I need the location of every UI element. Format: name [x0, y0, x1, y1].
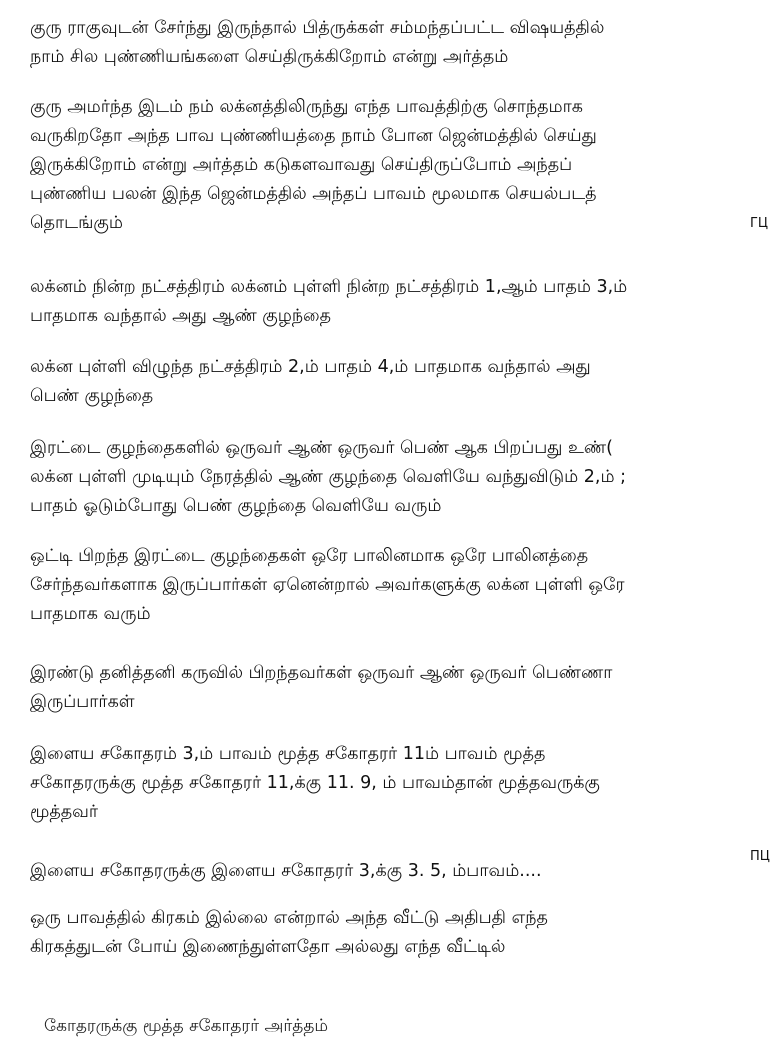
bottom-cropped-line: கோதரருக்கு மூத்த சகோதரர் அர்த்தம்: [44, 1016, 329, 1036]
paragraph: [30, 273, 760, 331]
text-line: குரு அமர்ந்த இடம் நம் லக்னத்திலிருந்து எந்த பாவத்திற்கு சொந்தமாக: [30, 97, 583, 117]
text-line: தொடங்கும்: [30, 213, 123, 233]
text-line: இரட்டை குழந்தைகளில் ஒருவர் ஆண் ஒருவர் பெண் ஆக பிறப்பது உண்(: [30, 438, 614, 458]
paragraph: [30, 353, 760, 411]
text-line: பாதமாக வரும்: [30, 604, 151, 624]
text-line: பெண் குழந்தை: [30, 386, 154, 406]
side-fragment: ПЦ: [750, 849, 770, 864]
text-line: இளைய சகோதரருக்கு இளைய சகோதரர் 3,க்கு 3. 5, ம்பாவம்....: [30, 861, 542, 881]
text-line: பாதமாக வந்தால் அது ஆண் குழந்தை: [30, 306, 332, 326]
text-line: இளைய சகோதரம் 3,ம் பாவம் மூத்த சகோதரர் 11ம் பாவம் மூத்த: [30, 744, 546, 764]
side-fragment: ГЦ: [750, 216, 769, 231]
text-line: கிரகத்துடன் போய் இணைந்துள்ளதோ அல்லது எந்த வீட்டில்: [30, 937, 506, 957]
paragraph: [30, 659, 760, 717]
text-line: ஒட்டி பிறந்த இரட்டை குழந்தைகள் ஒரே பாலினமாக ஒரே பாலினத்தை: [30, 546, 589, 566]
paragraph: [30, 740, 760, 827]
text-line: ஒரு பாவத்தில் கிரகம் இல்லை என்றால் அந்த வீட்டு அதிபதி எந்த: [30, 908, 548, 928]
text-line: இருக்கிறோம் என்று அர்த்தம் கடுகளவாவது செய்திருப்போம் அந்தப்: [30, 155, 573, 175]
paragraph: [30, 904, 760, 962]
text-line: சகோதரருக்கு மூத்த சகோதரர் 11,க்கு 11. 9, ம் பாவம்தான் மூத்தவருக்கு: [30, 773, 600, 793]
text-line: மூத்தவர்: [30, 802, 99, 822]
text-line: லக்ன புள்ளி முடியும் நேரத்தில் ஆண் குழந்தை வெளியே வந்துவிடும் 2,ம் ;: [30, 467, 627, 487]
paragraph: [30, 542, 760, 629]
text-line: சேர்ந்தவர்களாக இருப்பார்கள் ஏனென்றால் அவர்களுக்கு லக்ன புள்ளி ஒரே: [30, 575, 625, 595]
text-line: லக்னம் நின்ற நட்சத்திரம் லக்னம் புள்ளி நின்ற நட்சத்திரம் 1,ஆம் பாதம் 3,ம்: [30, 277, 628, 297]
paragraph: [30, 434, 760, 521]
paragraph: [30, 14, 760, 72]
text-line: புண்ணிய பலன் இந்த ஜென்மத்தில் அந்தப் பாவம் மூலமாக செயல்படத்: [30, 184, 597, 204]
paragraph: [30, 857, 760, 886]
text-line: வருகிறதோ அந்த பாவ புண்ணியத்தை நாம் போன ஜென்மத்தில் செய்து: [30, 126, 597, 146]
text-line: லக்ன புள்ளி விழுந்த நட்சத்திரம் 2,ம் பாதம் 4,ம் பாதமாக வந்தால் அது: [30, 357, 591, 377]
text-line: பாதம் ஓடும்போது பெண் குழந்தை வெளியே வரும்: [30, 496, 442, 516]
text-line: இரண்டு தனித்தனி கருவில் பிறந்தவர்கள் ஒருவர் ஆண் ஒருவர் பெண்ணா: [30, 663, 613, 683]
text-line: குரு ராகுவுடன் சேர்ந்து இருந்தால் பித்ருக்கள் சம்மந்தப்பட்ட விஷயத்தில்: [30, 18, 605, 38]
text-line: நாம் சில புண்ணியங்களை செய்திருக்கிறோம் என்று அர்த்தம்: [30, 47, 509, 67]
paragraph: [30, 93, 760, 238]
text-line: இருப்பார்கள்: [30, 692, 135, 712]
